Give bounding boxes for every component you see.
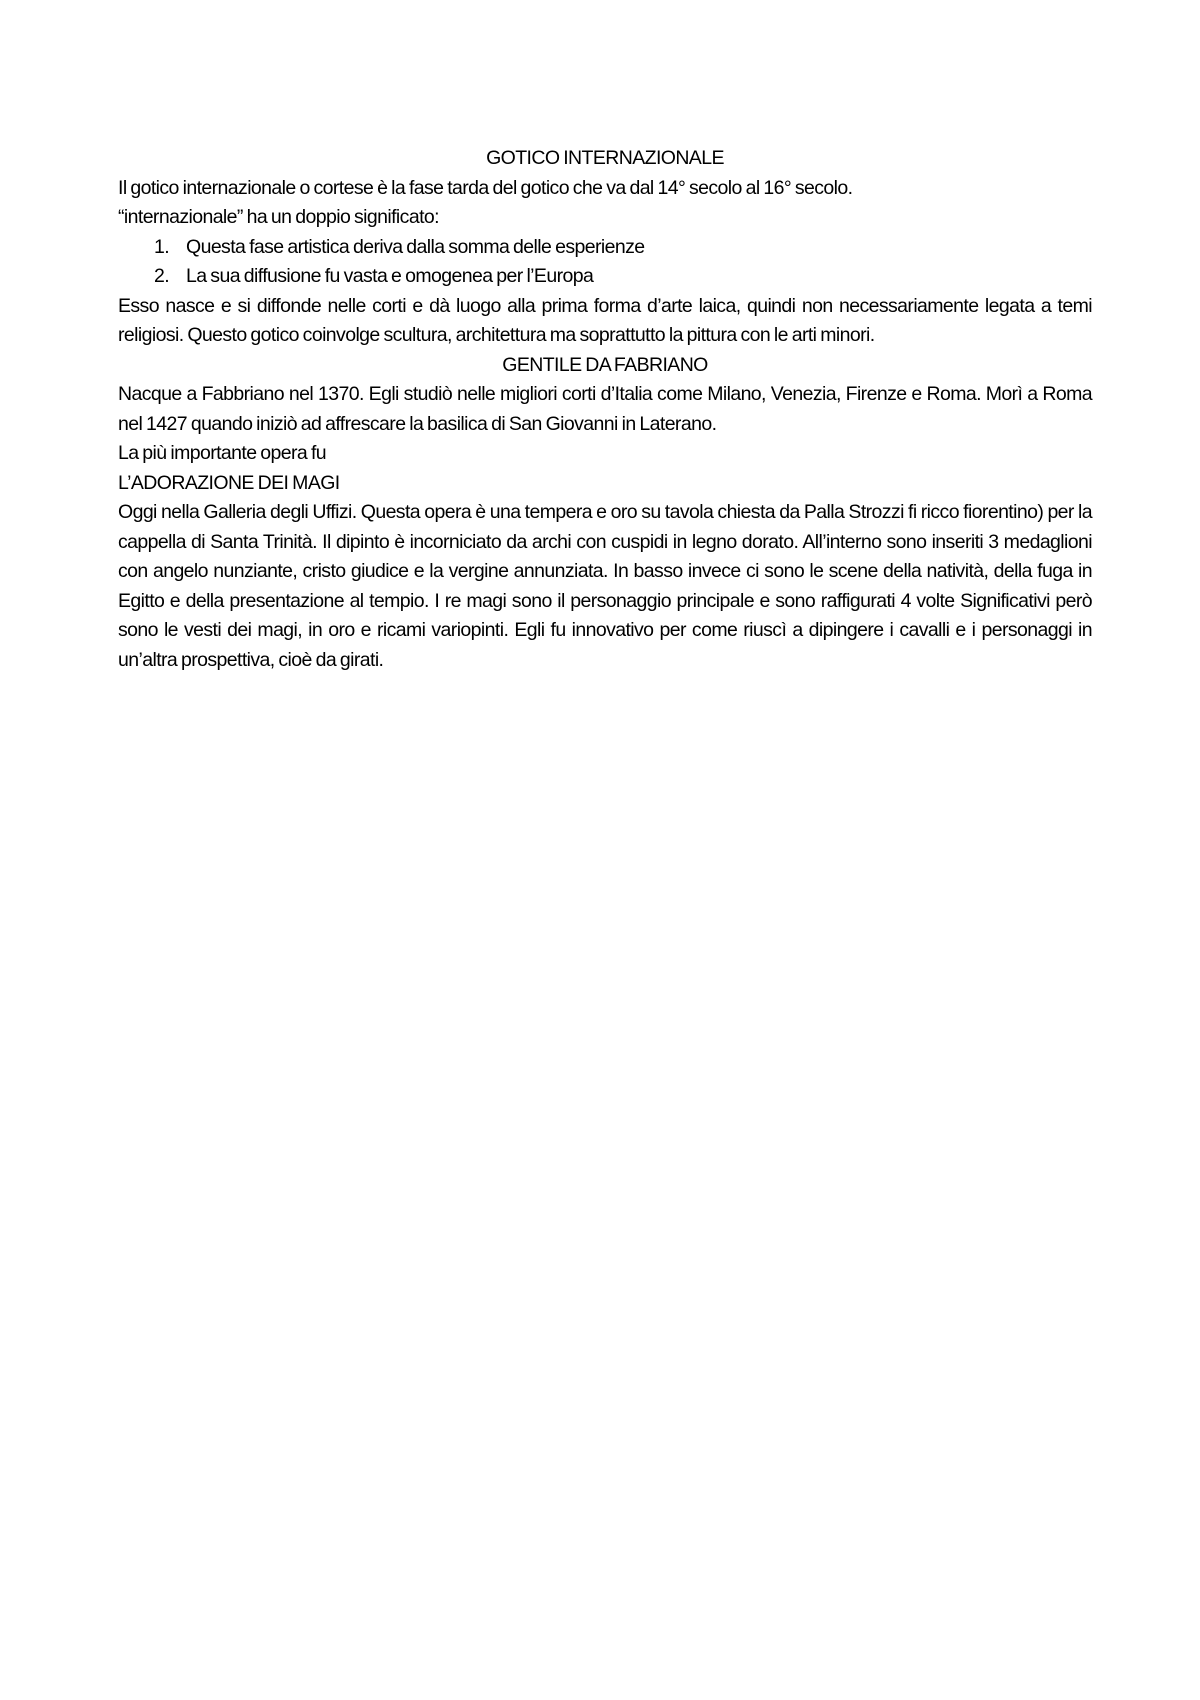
section-title-gotico: GOTICO INTERNAZIONALE <box>486 147 724 169</box>
list-text: La sua diffusione fu vasta e omogenea per l’Europa <box>186 265 594 287</box>
list-text: Questa fase artistica deriva dalla somma delle esperienze <box>186 235 645 258</box>
meaning-list <box>118 233 1092 292</box>
body-paragraph: Esso nasce e si diffonde nelle corti e dà luogo alla prima forma d’arte laica, quindi non necessariamente legata a temi religiosi. Questo gotico coinvolge scultura, architettura ma soprattutto la pittura con le arti minori. <box>118 294 1092 346</box>
meaning-line: “internazionale” ha un doppio significato: <box>118 206 439 228</box>
body-paragraph: Nacque a Fabbriano nel 1370. Egli studiò nelle migliori corti d’Italia come Milano, Venezia, Firenze e Roma. Morì a Roma nel 1427 quando iniziò ad affrescare la basilica di San Giovanni in Laterano. <box>118 383 1092 435</box>
list-item <box>118 233 1092 263</box>
intro-paragraph: Il gotico internazionale o cortese è la fase tarda del gotico che va dal 14° secolo al 16° secolo. <box>118 176 853 199</box>
list-number: 2. <box>154 265 170 287</box>
document-body <box>118 144 1092 675</box>
section-title-gentile: GENTILE DA FABRIANO <box>502 353 708 376</box>
body-line: La più importante opera fu <box>118 442 327 464</box>
list-number: 1. <box>154 235 170 258</box>
list-item <box>118 262 1092 292</box>
body-paragraph: Oggi nella Galleria degli Uffizi. Questa opera è una tempera e oro su tavola chiesta da Palla Strozzi fi ricco fiorentino) per la cappella di Santa Trinità. Il dipinto è incorniciato da archi con cuspidi in legno dorato. All’interno sono inseriti 3 medaglioni con angelo nunziante, cristo giudice e la vergine annunziata. In basso invece ci sono le scene della natività, della fuga in Egitto e della presentazione al tempio. I re magi sono il personaggio principale e sono raffigurati 4 volte Significativi però sono le vesti dei magi, in oro e ricami variopinti. Egli fu innovativo per come riuscì a dipingere i cavalli e i personaggi in un’altra prospettiva, cioè da girati. <box>118 501 1092 671</box>
subsection-title: L’ADORAZIONE DEI MAGI <box>118 471 340 494</box>
